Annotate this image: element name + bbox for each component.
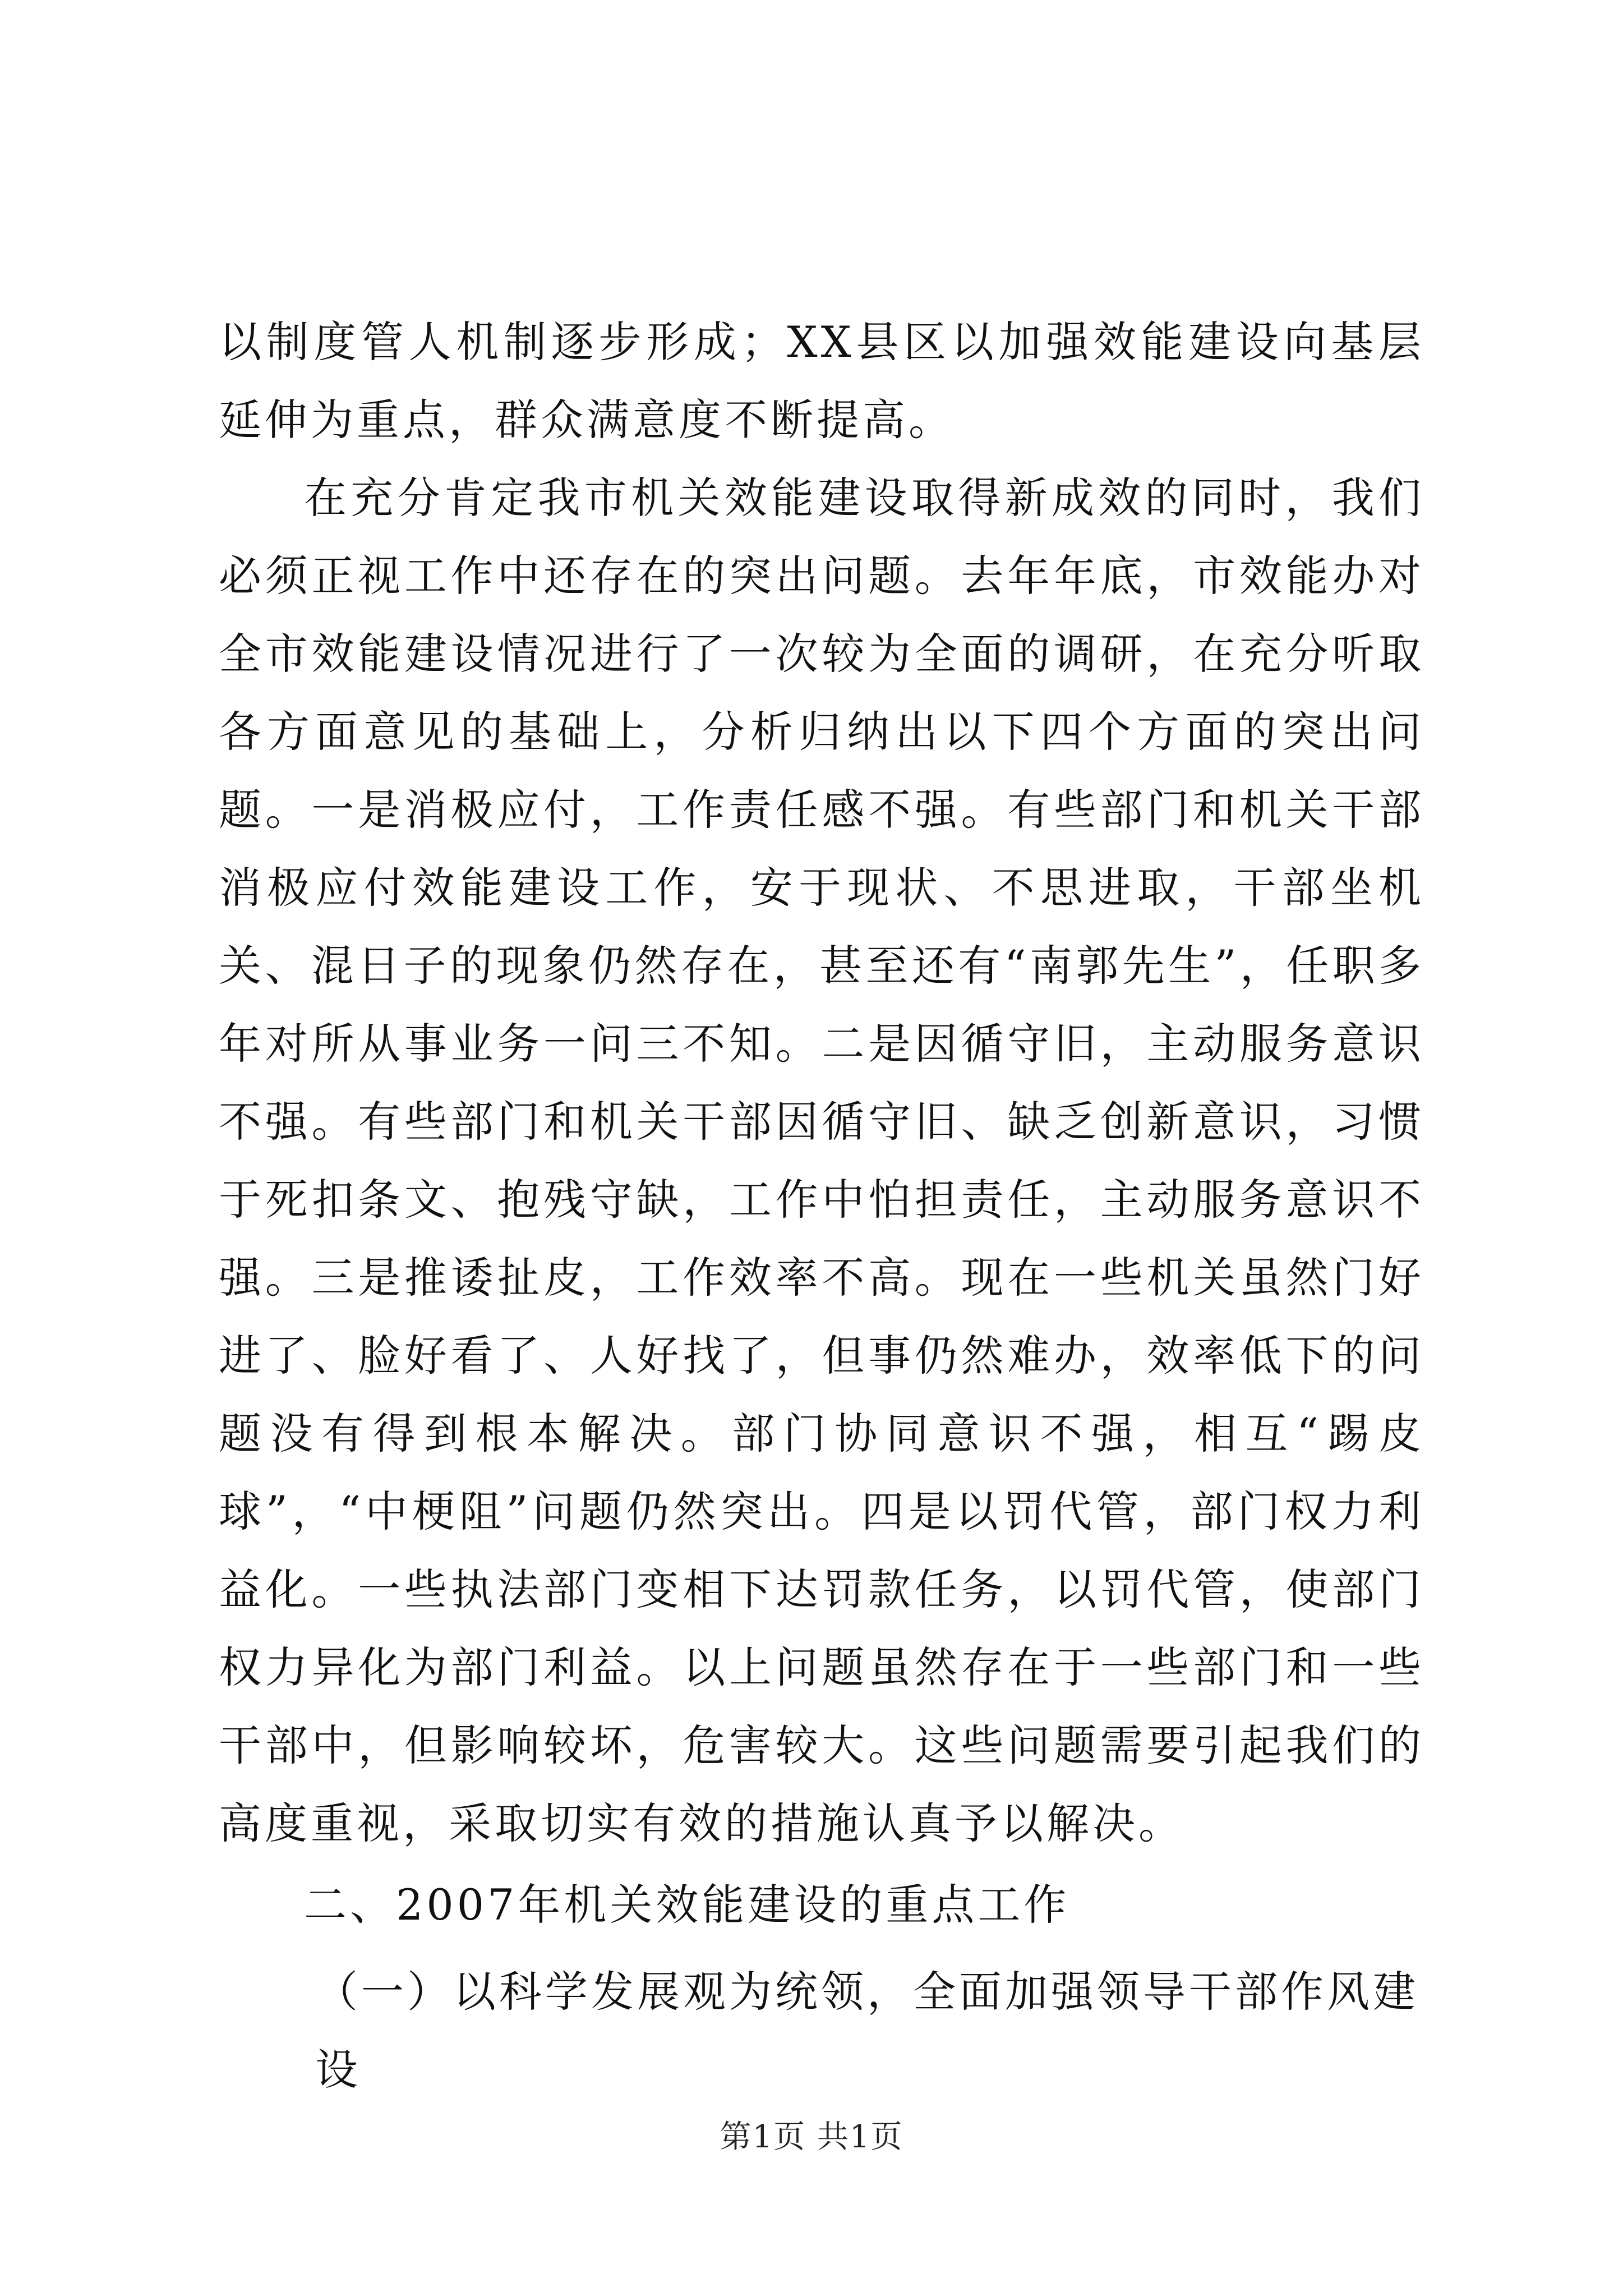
subsection-heading: （一）以科学发展观为统领，全面加强领导干部作风建设 (315, 1967, 1419, 2095)
document-body (219, 303, 1424, 2109)
paragraph-problems: 在充分肯定我市机关效能建设取得新成效的同时，我们必须正视工作中还存在的突出问题。去年年底，市效能办对全市效能建设情况进行了一次较为全面的调研，在充分听取各方面意见的基础上，分析归纳出以下四个方面的突出问题。一是消极应付，工作责任感不强。有些部门和机关干部消极应付效能建设工作，安于现状、不思进取，干部坐机关、混日子的现象仍然存在，甚至还有“南郭先生”，任职多年对所从事业务一问三不知。二是因循守旧，主动服务意识不强。有些部门和机关干部因循守旧、缺乏创新意识，习惯于死扣条文、抱残守缺，工作中怕担责任，主动服务意识不强。三是推诿扯皮，工作效率不高。现在一些机关虽然门好进了、脸好看了、人好找了，但事仍然难办，效率低下的问题没有得到根本解决。部门协同意识不强，相互“踢皮球”，“中梗阻”问题仍然突出。四是以罚代管，部门权力利益化。一些执法部门变相下达罚款任务，以罚代管，使部门权力异化为部门利益。以上问题虽然存在于一些部门和一些干部中，但影响较坏，危害较大。这些问题需要引起我们的高度重视，采取切实有效的措施认真予以解决。 (219, 473, 1424, 1848)
page-footer: 第1页 共1页 (720, 2119, 903, 2155)
paragraph-continuation: 以制度管人机制逐步形成；XX县区以加强效能建设向基层延伸为重点，群众满意度不断提高。 (219, 317, 1424, 445)
section-heading: 二、2007年机关效能建设的重点工作 (304, 1880, 1070, 1930)
